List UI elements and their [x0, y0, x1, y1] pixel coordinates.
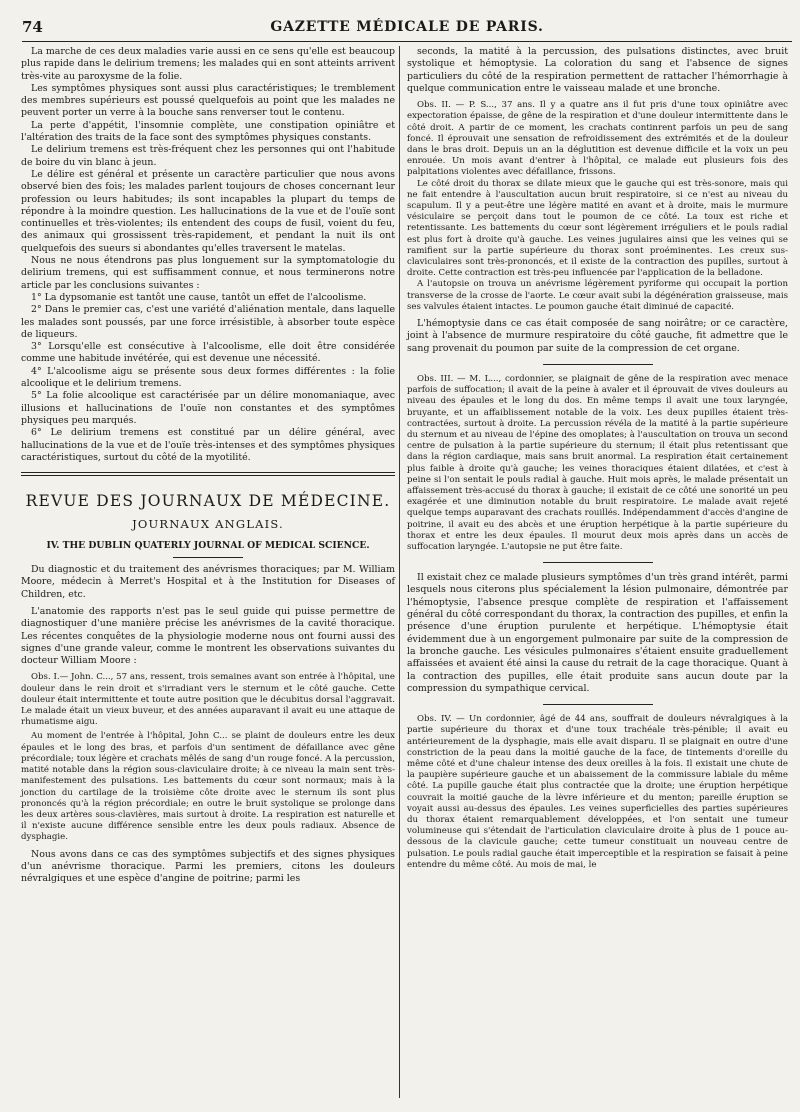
observation: Obs. III. — M. L..., cordonnier, se plaignait de gêne de la respiration avec menace parfois de suffocation; il avait de la peine à avaler et il éprouvait de vives douleurs au niveau des épaules et le long du dos. En même temps il avait une toux laryngée, bruyante, et un affaiblissement notable de la voix. Les deux pupilles étaient très-contractées, surtout à droite. La percussion révéla de la matité à la partie supérieure du sternum et au niveau de l'épine des omoplates; à l'auscultation on trouva un second centre de pulsation à la partie supérieure du sternum; il était plus retentissant que dans la région cardiaque, mais sans bruit anormal. La respiration était certainement plus faible à droite qu'à gauche; les veines thoraciques étaient dilatées, et c'est à peine si l'on sentait le pouls radial à gauche. Huit mois après, le malade présentait un affaissement très-accusé du thorax à gauche; il existait de ce côté une sonorité un peu exagérée et une diminution notable du bruit respiratoire. Le malade avait rejeté quelque temps auparavant des crachats rouillés. Indépendamment d'accès d'angine de poitrine, il avait eu des abcès et une éruption herpétique à la partie supérieure du thorax et entre les deux épaules. Il mourut deux mois après dans un accès de suffocation laryngée. L'autopsie ne put être faite. — [407, 373, 788, 552]
paragraph: L'anatomie des rapports n'est pas le seul guide qui puisse permettre de diagnostiquer d'une manière précise les anévrismes de la cavité thoracique. Les récentes conquêtes de la physiologie moderne nous ont fourni aussi des signes d'une grande valeur, comme le montrent les observations suivantes du docteur William Moore : — [21, 605, 395, 667]
divider — [173, 557, 243, 558]
observation: Obs. IV. — Un cordonnier, âgé de 44 ans, souffrait de douleurs névralgiques à la partie supérieure du thorax et d'une toux trachéale très-pénible; il avait eu antérieurement de la dysphagie, mais elle avait disparu. Il se plaignait en outre d'une constriction de la peau dans la moitié gauche de la face, de tintements d'oreille du même côté et d'une chaleur intense des deux oreilles à la fois. Il existait une chute de la paupière supérieure gauche et un abaissement de la commissure labiale du même côté. La pupille gauche était plus contractée que la droite; une éruption herpétique couvrait la moitié gauche de la lèvre inférieure et du menton; pareille éruption se voyait aussi au-dessus des épaules. Les veines superficielles des parties supérieures du thorax étaient remarquablement développées, et l'on sentait une tumeur volumineuse qui s'étendait de l'articulation claviculaire droite à plus de 1 pouce au-dessous de la clavicule gauche; cette tumeur constituait un nouveau centre de pulsation. Le pouls radial gauche était imperceptible et la respiration se faisait à peine entendre du même côté. Au mois de mai, le — [407, 714, 788, 870]
conclusion-item: 2° Dans le premier cas, c'est une variété d'aliénation mentale, dans laquelle les malades sont poussés, par une force irrésistible, à absorber toute espèce de liqueurs. — [21, 304, 395, 340]
article-title: Du diagnostic et du traitement des anévrismes thoraciques; par M. William Moore, médecin à Merret's Hospital et à the Institution for Diseases of Children, etc. — [21, 564, 395, 600]
paragraph: Le délire est général et présente un caractère particulier que nous avons observé bien des fois; les malades parlent toujours de choses concernant leur profession ou leurs habitudes; ils sont incapables la plupart du temps de répondre à la moindre question. Les hallucinations de la vue et de l'ouïe sont continuelles et très-violentes; ils entendent des coups de fusil, voient du feu, des animaux qui grossissent très-rapidement, et pendant la nuit ils ont quelquefois des sueurs si abondantes qu'elles traversent le matelas. — [21, 168, 395, 254]
observation: Obs. I.— John. C..., 57 ans, ressent, trois semaines avant son entrée à l'hôpital, une douleur dans le rein droit et s'irradiant vers le sternum et le côté gauche. Cette douleur était intermittente et toute autre position que le décubitus dorsal l'aggravait. Le malade était un vieux buveur, et des années auparavant il avait eu une attaque de rhumatisme aigu. — [21, 672, 395, 728]
paragraph: seconds, la matité à la percussion, des pulsations distinctes, avec bruit systolique et hémoptysie. La coloration du sang et l'absence de signes particuliers du côté de la respiration permettent de rattacher l'hémorrhagie à quelque communication entre le vaisseau malade et une bronche. — [407, 46, 788, 94]
paragraph: Nous ne nous étendrons pas plus longuement sur la symptomatologie du delirium tremens, qui est suffisamment connue, et nous terminerons notre article par les conclusions suivantes : — [21, 255, 395, 291]
conclusion-item: 3° Lorsqu'elle est consécutive à l'alcoolisme, elle doit être considérée comme une habitude invétérée, qui est devenue une nécessité. — [21, 341, 395, 365]
observation: Obs. II. — P. S..., 37 ans. Il y a quatre ans il fut pris d'une toux opiniâtre avec expectoration épaisse, de gêne de la respiration et d'une douleur intermittente dans le côté droit. A partir de ce moment, les crachats continrent parfois un peu de sang foncé. Il éprouvait une sensation de refroidissement des extrémités et de la douleur dans le bras droit. Depuis un an la déglutition est devenue difficile et la voix un peu enrouée. Un mois avant d'entrer à l'hôpital, ce malade eut plusieurs fois des palpitations violentes avec défaillance, frissons. — [407, 100, 788, 178]
right-column — [407, 46, 788, 871]
divider — [543, 562, 653, 563]
conclusion-item: 1° La dypsomanie est tantôt une cause, tantôt un effet de l'alcoolisme. — [31, 291, 367, 303]
column-divider — [399, 46, 400, 1098]
observation: Au moment de l'entrée à l'hôpital, John C... se plaint de douleurs entre les deux épaules et le long des bras, et parfois d'un sentiment de défaillance avec gêne précordiale; toux légère et crachats mêlés de sang d'un rouge foncé. A la percussion, matité notable dans la région sous-claviculaire droite; à ce niveau la main sent très-manifestement des pulsations. Les battements du cœur sont normaux; mais à la jonction du cartilage de la troisième côte droite avec le sternum ils sont plus prononcés qu'à la région précordiale; en outre le bruit systolique se prolonge dans les deux artères sous-clavières, mais surtout à droite. La respiration est naturelle et il n'existe aucune différence sensible entre les deux pouls radiaux. Absence de dysphagie. — [21, 731, 395, 843]
page-header — [22, 16, 792, 38]
conclusion-item: 4° L'alcoolisme aigu se présente sous deux formes différentes : la folie alcoolique et le delirium tremens. — [21, 365, 395, 390]
left-column — [21, 46, 395, 885]
header-rule — [22, 41, 792, 42]
section-subtitle: JOURNAUX ANGLAIS. — [132, 517, 284, 532]
paragraph: Les symptômes physiques sont aussi plus caractéristiques; le tremblement des membres supérieurs est poussé quelquefois au point que les malades ne peuvent porter un verre à la bouche sans renverser tout le contenu. — [21, 82, 395, 119]
paragraph: La perte d'appétit, l'insomnie complète, une constipation opiniâtre et l'altération des traits de la face sont des symptômes physiques constants. — [21, 119, 395, 144]
observation: A l'autopsie on trouva un anévrisme légèrement pyriforme qui occupait la portion transverse de la crosse de l'aorte. Le cœur avait subi la dégénération graisseuse, mais ses valvules étaient intactes. Le poumon gauche était diminué de capacité. — [407, 279, 788, 312]
paragraph: Nous avons dans ce cas des symptômes subjectifs et des signes physiques d'un anévrisme thoracique. Parmi les premiers, citons les douleurs névralgiques et une espèce d'angine de poitrine; parmi les — [21, 848, 395, 885]
journal-title: GAZETTE MÉDICALE DE PARIS. — [270, 19, 544, 35]
section-title: REVUE DES JOURNAUX DE MÉDECINE. — [25, 492, 391, 511]
divider — [543, 364, 653, 365]
paragraph: La marche de ces deux maladies varie aussi en ce sens qu'elle est beaucoup plus rapide dans le delirium tremens; les malades qui en sont atteints arrivent très-vite au paroxysme de la folie. — [21, 46, 395, 82]
paragraph: Le delirium tremens est très-fréquent chez les personnes qui ont l'habitude de boire du vin blanc à jeun. — [21, 144, 395, 168]
section-rule — [21, 472, 395, 480]
observation: Le côté droit du thorax se dilate mieux que le gauche qui est très-sonore, mais qui ne fait entendre à l'auscultation aucun bruit respiratoire, si ce n'est au niveau du scapulum. Il y a peut-être une légère matité en avant et à droite, mais le murmure vésiculaire se perçoit dans tout le poumon de ce côté. La toux est riche et retentissante. Les battements du cœur sont légèrement irréguliers et le pouls radial est plus fort à droite qu'à gauche. Les veines jugulaires ainsi que les veines qui se ramifient sur la partie supérieure du thorax sont proéminentes. Les creux sus-claviculaires sont très-prononcés, et il existe de la contraction des pupilles, surtout à droite. Cette contraction est très-peu influencée par l'application de la belladone. — [407, 178, 788, 279]
conclusion-item: 6° Le delirium tremens est constitué par un délire général, avec hallucinations de la vue et de l'ouïe très-intenses et des symptômes physiques caractéristiques, surtout du côté de la myotilité. — [21, 427, 395, 463]
conclusion-item: 5° La folie alcoolique est caractérisée par un délire monomaniaque, avec illusions et hallucinations de l'ouïe non constantes et des symptômes physiques peu marqués. — [21, 390, 395, 426]
page-number: 74 — [22, 18, 43, 36]
divider — [543, 704, 653, 705]
paragraph: L'hémoptysie dans ce cas était composée de sang noirâtre; or ce caractère, joint à l'absence de murmure respiratoire du côté gauche, fit admettre que le sang provenait du poumon par suite de la compression de cet organe. — [407, 318, 788, 354]
journal-heading: IV. THE DUBLIN QUATERLY JOURNAL OF MEDICAL SCIENCE. — [46, 540, 370, 552]
paragraph: Il existait chez ce malade plusieurs symptômes d'un très grand intérêt, parmi lesquels nous citerons plus spécialement la lésion pulmonaire, démontrée par l'hémoptysie, l'absence presque complète de respiration et l'affaissement général du côté correspondant du thorax, la contraction des pupilles, et enfin la présence d'une éruption purulente et herpétique. L'hémoptysie était évidemment due à un engorgement pulmonaire par suite de la compression de la bronche gauche. Les vésicules pulmonaires s'étaient ensuite graduellement affaissées et avaient été ainsi la cause du retrait de la cage thoracique. Quant à la contraction des pupilles, elle était produite sans aucun doute par la compression du sympathique cervical. — [407, 572, 788, 694]
